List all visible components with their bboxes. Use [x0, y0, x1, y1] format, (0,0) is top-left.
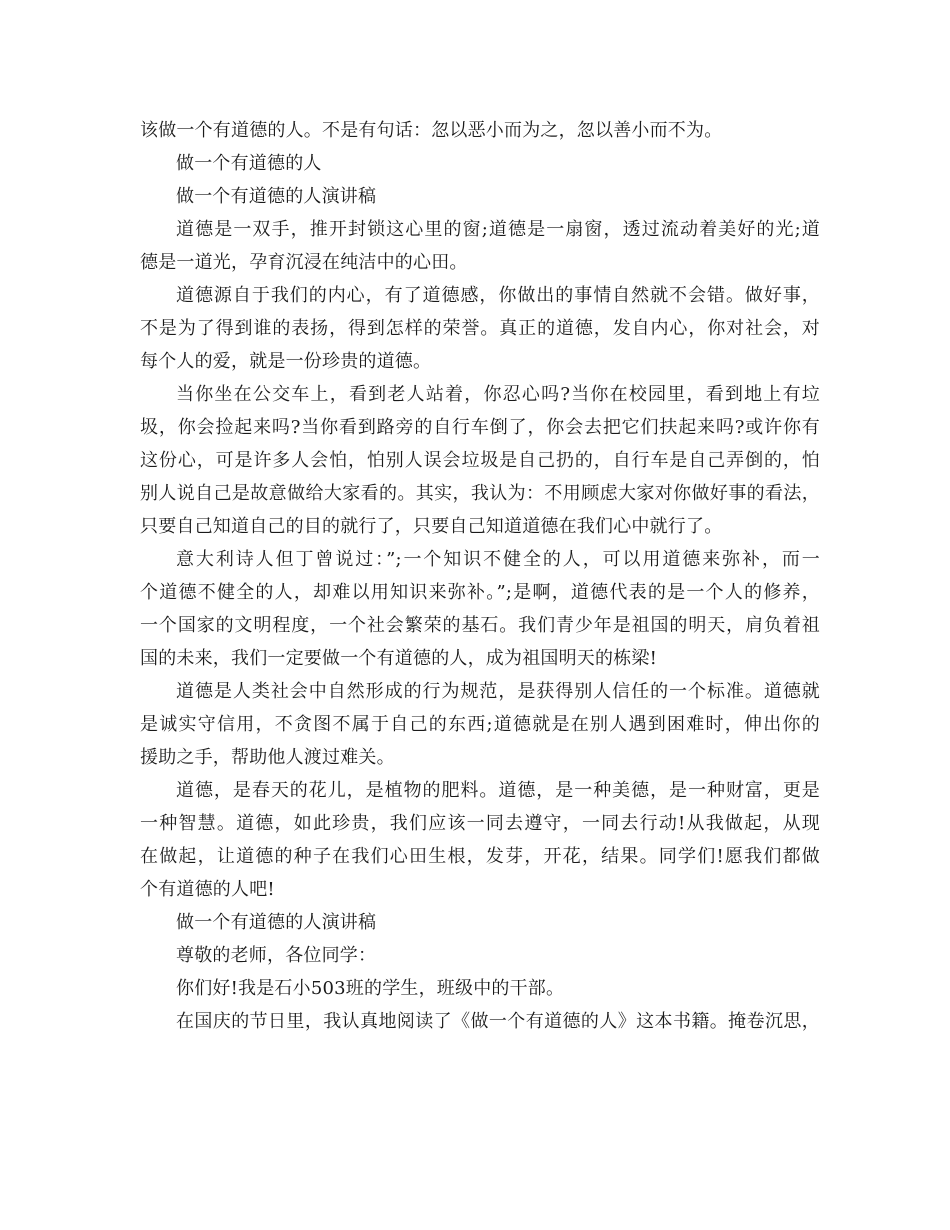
text-line: 在国庆的节日里，我认真地阅读了《做一个有道德的人》这本书籍。掩卷沉思，: [176, 1011, 820, 1032]
text-line: 不是为了得到谁的表扬，得到怎样的荣誉。真正的道德，发自内心，你对社会，对: [140, 318, 820, 339]
text-line: 做一个有道德的人: [176, 153, 322, 174]
text-line: 德是一道光，孕育沉浸在纯洁中的心田。: [140, 252, 468, 273]
text-line: 一种智慧。道德，如此珍贵，我们应该一同去遵守，一同去行动!从我做起，从现: [140, 813, 820, 834]
text-line: 是诚实守信用，不贪图不属于自己的东西;道德就是在别人遇到困难时，伸出你的: [140, 714, 820, 735]
text-line: 国的未来，我们一定要做一个有道德的人，成为祖国明天的栋梁!: [140, 648, 658, 669]
text-line: 这份心，可是许多人会怕，怕别人误会垃圾是自己扔的，自行车是自己弄倒的，怕: [140, 450, 820, 471]
text-line: 做一个有道德的人演讲稿: [176, 186, 377, 207]
text-line: 别人说自己是故意做给大家看的。其实，我认为：不用顾虑大家对你做好事的看法，: [140, 483, 820, 504]
text-line: 道德是一双手，推开封锁这心里的窗;道德是一扇窗，透过流动着美好的光;道: [176, 219, 820, 240]
text-line: 当你坐在公交车上，看到老人站着，你忍心吗?当你在校园里，看到地上有垃: [176, 384, 820, 405]
text-line: 尊敬的老师，各位同学：: [176, 945, 377, 966]
text-line: 每个人的爱，就是一份珍贵的道德。: [140, 351, 432, 372]
text-line: 援助之手，帮助他人渡过难关。: [140, 747, 395, 768]
text-line: 道德，是春天的花儿，是植物的肥料。道德，是一种美德，是一种财富，更是: [176, 780, 820, 801]
text-line: 只要自己知道自己的目的就行了，只要自己知道道德在我们心中就行了。: [140, 516, 723, 537]
text-line: 道德是人类社会中自然形成的行为规范，是获得别人信任的一个标准。道德就: [176, 681, 820, 702]
text-line: 做一个有道德的人演讲稿: [176, 912, 377, 933]
text-line: 一个国家的文明程度，一个社会繁荣的基石。我们青少年是祖国的明天，肩负着祖: [140, 615, 820, 636]
text-line: 该做一个有道德的人。不是有句话：忽以恶小而为之，忽以善小而不为。: [140, 120, 723, 141]
text-line: 道德源自于我们的内心，有了道德感，你做出的事情自然就不会错。做好事，: [176, 285, 820, 306]
text-line: 意大利诗人但丁曾说过：”;一个知识不健全的人，可以用道德来弥补，而一: [176, 549, 820, 570]
document-body: [140, 114, 820, 1038]
text-line: 圾，你会捡起来吗?当你看到路旁的自行车倒了，你会去把它们扶起来吗?或许你有: [140, 417, 820, 438]
text-line: 在做起，让道德的种子在我们心田生根，发芽，开花，结果。同学们!愿我们都做: [140, 846, 820, 867]
text-line: 你们好!我是石小503班的学生，班级中的干部。: [176, 978, 565, 999]
text-line: 个有道德的人吧!: [140, 879, 275, 900]
text-line: 个道德不健全的人，却难以用知识来弥补。”;是啊，道德代表的是一个人的修养，: [140, 582, 820, 603]
